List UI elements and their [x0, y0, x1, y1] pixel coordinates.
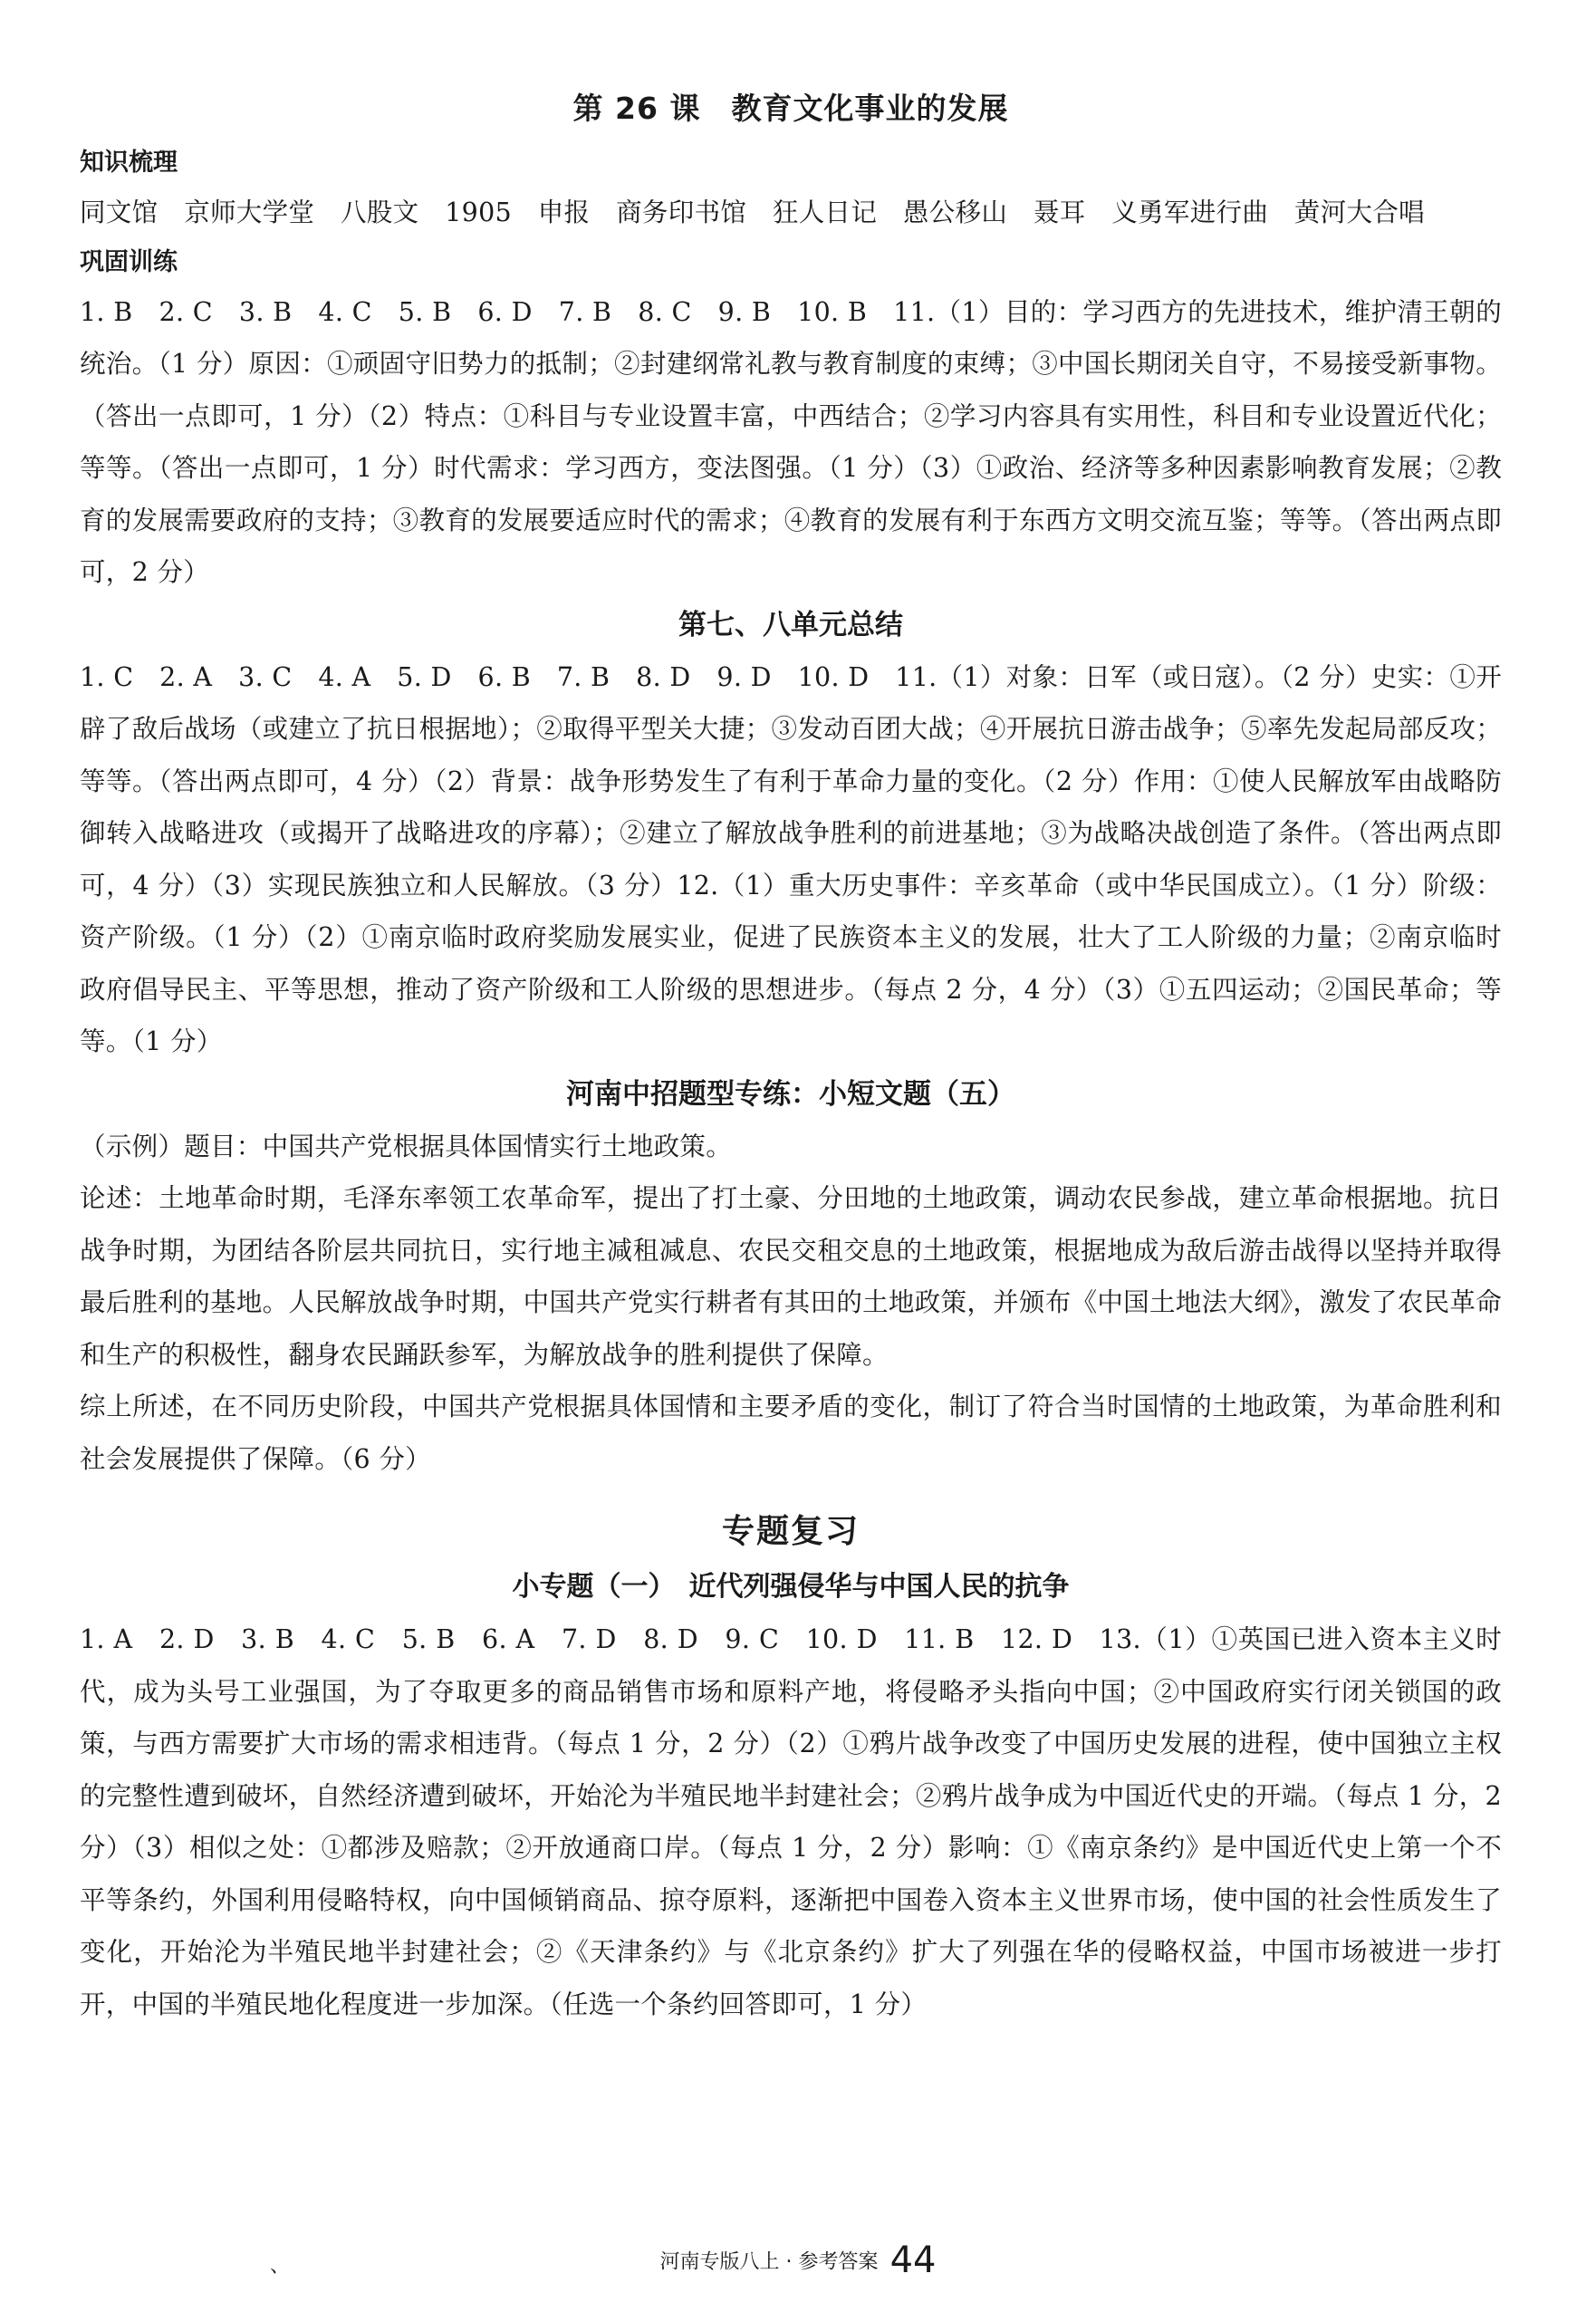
unit-7-8-summary-title: 第七、八单元总结 — [678, 608, 903, 641]
knowledge-review-text: 同文馆 京师大学堂 八股文 1905 申报 商务印书馆 狂人日记 愚公移山 聂耳 义勇军进行曲 黄河大合唱 — [80, 197, 1425, 227]
essay-argument: 论述：土地革命时期，毛泽东率领工农革命军，提出了打土豪、分田地的土地政策，调动农民参战，建立革命根据地。抗日战争时期，为团结各阶层共同抗日，实行地主减租减息、农民交租交息的土地政策，根据地成为敌后游击战得以坚持并取得最后胜利的基地。人民解放战争时期，中国共产党实行耕者有其田的土地政策，并颁布《中国土地法大纲》，激发了农民革命和生产的积极性，翻身农民踊跃参军，为解放战争的胜利提供了保障。 — [80, 1183, 1502, 1370]
unit-7-8-answers: 1. C 2. A 3. C 4. A 5. D 6. B 7. B 8. D 9. D 10. D 11.（1）对象：日军（或日寇）。（2 分）史实：①开辟了敌后战场（或建立了抗日根据地）；②取得平型关大捷；③发动百团大战；④开展抗日游击战争；⑤率先发起局部反攻；等等。（答出两点即可，4 分）（2）背景：战争形势发生了有利于革命力量的变化。（2 分）作用：①使人民解放军由战略防御转入战略进攻（或揭开了战略进攻的序幕）；②建立了解放战争胜利的前进基地；③为战略决战创造了条件。（答出两点即可，4 分）（3）实现民族独立和人民解放。（3 分）12.（1）重大历史事件：辛亥革命（或中华民国成立）。（1 分）阶级：资产阶级。（1 分）（2）①南京临时政府奖励发展实业，促进了民族资本主义的发展，壮大了工人阶级的力量；②南京临时政府倡导民主、平等思想，推动了资产阶级和工人阶级的思想进步。（每点 2 分，4 分）（3）①五四运动；②国民革命；等等。（1 分） — [80, 661, 1502, 1056]
page-number: 44 — [889, 2240, 937, 2281]
henan-essay-practice-title: 河南中招题型专练：小短文题（五） — [566, 1077, 1015, 1111]
stray-mark: 、 — [270, 2255, 291, 2278]
page-footer — [0, 2240, 1596, 2281]
lesson-26-title: 第 26 课 教育文化事业的发展 — [572, 91, 1009, 126]
topic-1-answers: 1. A 2. D 3. B 4. C 5. B 6. A 7. D 8. D 9. C 10. D 11. B 12. D 13.（1）①英国已进入资本主义时代，成为头号工业强国，为了夺取更多的商品销售市场和原料产地，将侵略矛头指向中国；②中国政府实行闭关锁国的政策，与西方需要扩大市场的需求相违背。（每点 1 分，2 分）（2）①鸦片战争改变了中国历史发展的进程，使中国独立主权的完整性遭到破坏，自然经济遭到破坏，开始沦为半殖民地半封建社会；②鸦片战争成为中国近代史的开端。（每点 1 分，2 分）（3）相似之处：①都涉及赔款；②开放通商口岸。（每点 1 分，2 分）影响：①《南京条约》是中国近代史上第一个不平等条约，外国利用侵略特权，向中国倾销商品、掠夺原料，逐渐把中国卷入资本主义世界市场，使中国的社会性质发生了变化，开始沦为半殖民地半封建社会；②《天津条约》与《北京条约》扩大了列强在华的侵略权益，中国市场被进一步打开，中国的半殖民地化程度进一步加深。（任选一个条约回答即可，1 分） — [80, 1624, 1502, 2019]
topic-1-title: 小专题（一） 近代列强侵华与中国人民的抗争 — [512, 1571, 1070, 1603]
practice-answers: 1. B 2. C 3. B 4. C 5. B 6. D 7. B 8. C 9. B 10. B 11.（1）目的：学习西方的先进技术，维护清王朝的统治。（1 分）原因：①顽固守旧势力的抵制；②封建纲常礼教与教育制度的束缚；③中国长期闭关自守，不易接受新事物。（答出一点即可，1 分）（2）特点：①科目与专业设置丰富，中西结合；②学习内容具有实用性，科目和专业设置近代化；等等。（答出一点即可，1 分）时代需求：学习西方，变法图强。（1 分）（3）①政治、经济等多种因素影响教育发展；②教育的发展需要政府的支持；③教育的发展要适应时代的需求；④教育的发展有利于东西方文明交流互鉴；等等。（答出两点即可，2 分） — [80, 296, 1502, 587]
practice-label: 巩固训练 — [80, 247, 178, 276]
answer-page — [80, 83, 1502, 2030]
knowledge-review-label: 知识梳理 — [80, 149, 178, 177]
essay-topic: （示例）题目：中国共产党根据具体国情实行土地政策。 — [80, 1131, 733, 1161]
footer-label: 河南专版八上 · 参考答案 — [659, 2250, 879, 2274]
special-review-title: 专题复习 — [721, 1513, 860, 1550]
essay-conclusion: 综上所述，在不同历史阶段，中国共产党根据具体国情和主要矛盾的变化，制订了符合当时国情的土地政策，为革命胜利和社会发展提供了保障。（6 分） — [80, 1392, 1502, 1474]
